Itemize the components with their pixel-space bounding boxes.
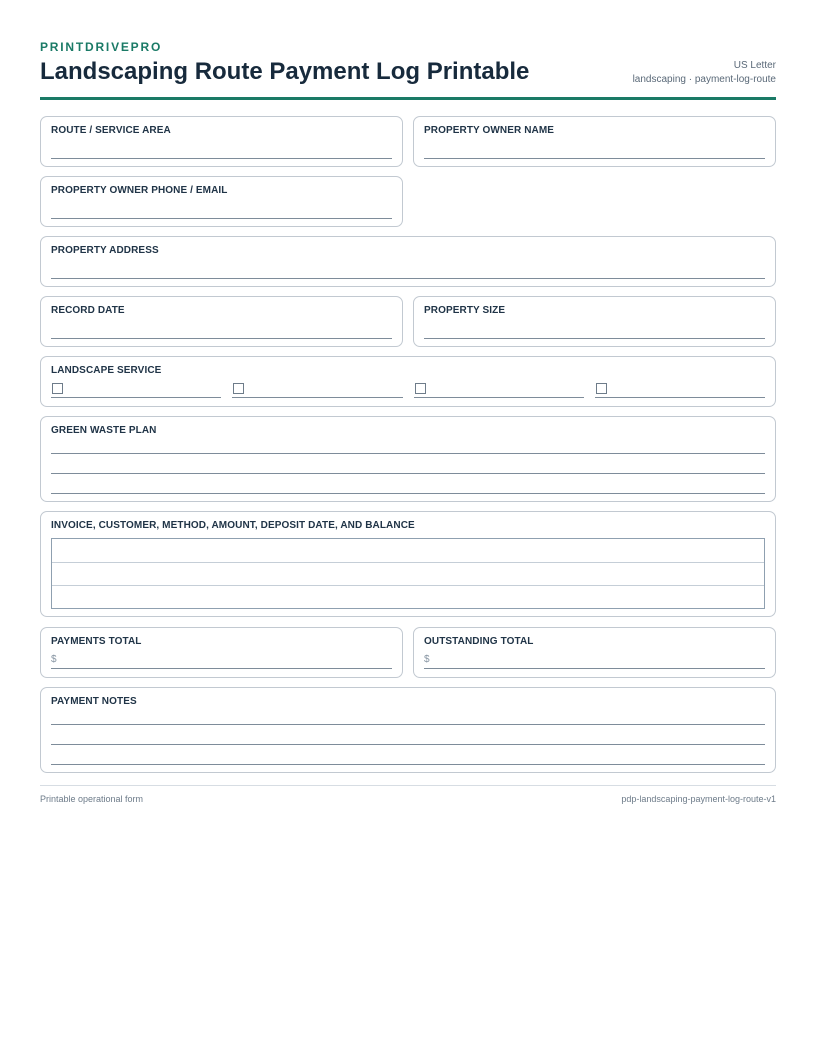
outstanding-total-label: OUTSTANDING TOTAL — [424, 636, 534, 647]
route-service-area-field[interactable] — [40, 116, 403, 167]
landscape-service-label: LANDSCAPE SERVICE — [51, 365, 162, 376]
green-waste-plan-line-2[interactable] — [51, 473, 765, 474]
green-waste-plan-label: GREEN WASTE PLAN — [51, 425, 157, 436]
payment-notes-line-3[interactable] — [51, 764, 765, 765]
footer-divider — [40, 785, 776, 786]
payment-notes-label: PAYMENT NOTES — [51, 696, 137, 707]
landscape-service-checkbox-3[interactable] — [415, 383, 426, 394]
brand-logo-text: PRINTDRIVEPRO — [40, 40, 163, 54]
property-address-field[interactable] — [40, 236, 776, 287]
payments-total-field[interactable] — [40, 627, 403, 678]
property-size-write-line[interactable] — [424, 338, 765, 339]
landscape-service-checkbox-1[interactable] — [52, 383, 63, 394]
record-date-field[interactable] — [40, 296, 403, 347]
property-owner-name-field[interactable] — [413, 116, 776, 167]
record-date-write-line[interactable] — [51, 338, 392, 339]
landscape-service-option-line-4[interactable] — [595, 397, 765, 398]
landscape-service-checkbox-2[interactable] — [233, 383, 244, 394]
landscape-service-field — [40, 356, 776, 407]
property-owner-contact-field[interactable] — [40, 176, 403, 227]
property-owner-contact-label: PROPERTY OWNER PHONE / EMAIL — [51, 185, 228, 196]
landscape-service-checkbox-4[interactable] — [596, 383, 607, 394]
header-divider — [40, 97, 776, 100]
property-size-field[interactable] — [413, 296, 776, 347]
invoice-table-section — [40, 511, 776, 617]
payment-notes-line-1[interactable] — [51, 724, 765, 725]
invoice-table[interactable] — [51, 538, 765, 609]
green-waste-plan-field[interactable] — [40, 416, 776, 502]
green-waste-plan-line-3[interactable] — [51, 493, 765, 494]
property-address-label: PROPERTY ADDRESS — [51, 245, 159, 256]
footer-description: Printable operational form — [40, 794, 144, 804]
invoice-table-label: INVOICE, CUSTOMER, METHOD, AMOUNT, DEPOSIT DATE, AND BALANCE — [51, 520, 415, 531]
paper-size-label: US Letter — [733, 60, 776, 71]
page-title: Landscaping Route Payment Log Printable — [40, 58, 530, 85]
payment-notes-line-2[interactable] — [51, 744, 765, 745]
property-owner-name-write-line[interactable] — [424, 158, 765, 159]
footer-form-id: pdp-landscaping-payment-log-route-v1 — [621, 794, 776, 804]
property-owner-contact-write-line[interactable] — [51, 218, 392, 219]
landscape-service-option-line-3[interactable] — [414, 397, 584, 398]
route-service-area-label: ROUTE / SERVICE AREA — [51, 125, 171, 136]
property-owner-name-label: PROPERTY OWNER NAME — [424, 125, 555, 136]
document-tags: landscaping · payment-log-route — [632, 74, 776, 85]
route-service-area-write-line[interactable] — [51, 158, 392, 159]
invoice-table-row-divider-1 — [52, 562, 764, 563]
payments-total-label: PAYMENTS TOTAL — [51, 636, 142, 647]
outstanding-total-currency: $ — [424, 654, 430, 665]
landscape-service-option-line-2[interactable] — [232, 397, 403, 398]
outstanding-total-write-line[interactable] — [424, 668, 765, 669]
payments-total-write-line[interactable] — [51, 668, 392, 669]
green-waste-plan-line-1[interactable] — [51, 453, 765, 454]
property-address-write-line[interactable] — [51, 278, 765, 279]
outstanding-total-field[interactable] — [413, 627, 776, 678]
landscape-service-option-line-1[interactable] — [51, 397, 221, 398]
document-meta — [633, 59, 776, 87]
record-date-label: RECORD DATE — [51, 305, 125, 316]
property-size-label: PROPERTY SIZE — [424, 305, 506, 316]
payments-total-currency: $ — [51, 654, 57, 665]
invoice-table-row-divider-2 — [52, 585, 764, 586]
payment-notes-field[interactable] — [40, 687, 776, 773]
